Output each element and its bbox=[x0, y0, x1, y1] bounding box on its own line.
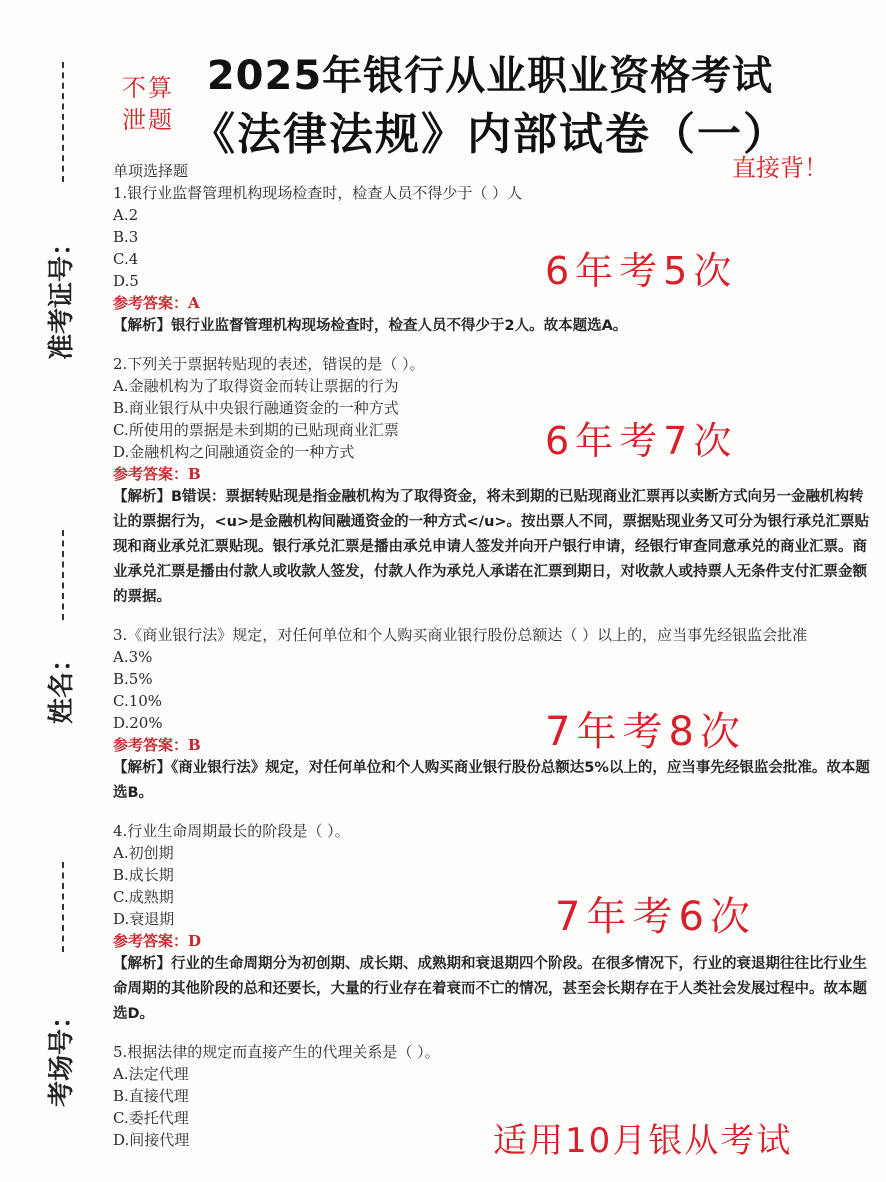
ticket-number-label: 准考证号： bbox=[47, 230, 77, 361]
handwritten-not-leaked: 不算泄题 bbox=[122, 74, 174, 134]
option-c: C.10% bbox=[113, 692, 163, 710]
exam-room-label: 考场号： bbox=[47, 1003, 77, 1108]
handwritten-frequency-q2: 6年考7次 bbox=[545, 419, 738, 463]
question-1 bbox=[113, 182, 873, 339]
question-stem: 3.《商业银行法》规定，对任何单位和个人购买商业银行股份总额达（ ）以上的，应当事先经银监会批准 bbox=[113, 626, 808, 644]
question-stem: 1.银行业监督管理机构现场检查时，检查人员不得少于（ ）人 bbox=[113, 184, 523, 202]
reference-answer: 参考答案：B bbox=[113, 465, 201, 483]
name-field[interactable] bbox=[62, 862, 64, 952]
option-c: C.委托代理 bbox=[113, 1109, 189, 1127]
option-d: D.5 bbox=[113, 272, 139, 290]
question-stem: 5.根据法律的规定而直接产生的代理关系是（ ）。 bbox=[113, 1043, 440, 1061]
handwritten-applies-note: 适用10月银从考试 bbox=[493, 1121, 793, 1161]
question-4 bbox=[113, 820, 873, 1027]
section-heading: 单项选择题 bbox=[113, 162, 189, 180]
name-label: 姓名： bbox=[47, 646, 77, 725]
analysis-text: 【解析】《商业银行法》规定，对任何单位和个人购买商业银行股份总额达5%以上的，应当事先经银监会批准。故本题选B。 bbox=[113, 760, 870, 801]
handwritten-frequency-q1: 6年考5次 bbox=[545, 249, 738, 293]
reference-answer: 参考答案：D bbox=[113, 932, 202, 950]
option-a: A.金融机构为了取得资金而转让票据的行为 bbox=[113, 377, 399, 395]
option-b: B.直接代理 bbox=[113, 1087, 189, 1105]
option-d: D.衰退期 bbox=[113, 910, 175, 928]
analysis-text: 【解析】银行业监督管理机构现场检查时，检查人员不得少于2人。故本题选A。 bbox=[113, 318, 628, 334]
option-c: C.4 bbox=[113, 250, 139, 268]
option-a: A.2 bbox=[113, 206, 139, 224]
option-d: D.20% bbox=[113, 714, 163, 732]
option-d: D.间接代理 bbox=[113, 1131, 190, 1149]
document-title-line1: 2025年银行从业职业资格考试 bbox=[206, 53, 774, 99]
question-5 bbox=[113, 1041, 873, 1151]
reference-answer: 参考答案：A bbox=[113, 294, 200, 312]
binding-strip bbox=[0, 0, 110, 1182]
question-2 bbox=[113, 353, 873, 610]
question-3 bbox=[113, 624, 873, 806]
option-c: C.所使用的票据是未到期的已贴现商业汇票 bbox=[113, 421, 399, 439]
option-b: B.成长期 bbox=[113, 866, 174, 884]
document-title-line2: 《法律法规》内部试卷（一） bbox=[191, 109, 789, 160]
option-a: A.初创期 bbox=[113, 844, 174, 862]
option-b: B.3 bbox=[113, 228, 139, 246]
option-d: D.金融机构之间融通资金的一种方式 bbox=[113, 443, 355, 461]
question-stem: 4.行业生命周期最长的阶段是（ ）。 bbox=[113, 822, 350, 840]
binding-dash-line bbox=[62, 62, 64, 182]
analysis-text: 【解析】B错误：票据转贴现是指金融机构为了取得资金，将未到期的已贴现商业汇票再以卖断方式向另一金融机构转让的票据行为，<u>是金融机构间融通资金的一种方式</u>。按出票人不同，票据贴现业务又可分为银行承兑汇票贴现和商业承兑汇票贴现。银行承兑汇票是播由承兑申请人签发并向开户银行申请，经银行审查同意承兑的商业汇票。商业承兑汇票是播由付款人或收款人签发，付款人作为承兑人承诺在汇票到期日，对收款人或持票人无条件支付汇票金额的票据。 bbox=[113, 489, 870, 605]
ticket-number-field[interactable] bbox=[62, 530, 64, 620]
question-stem: 2.下列关于票据转贴现的表述，错误的是（ ）。 bbox=[113, 355, 425, 373]
handwritten-frequency-q3: 7年考8次 bbox=[545, 709, 746, 755]
analysis-text: 【解析】行业的生命周期分为初创期、成长期、成熟期和衰退期四个阶段。在很多情况下，行业的衰退期往往比行业生命周期的其他阶段的总和还要长，大量的行业存在着衰而不亡的情况，甚至会长期存在于人类社会发展过程中。故本题选D。 bbox=[113, 956, 867, 1022]
reference-answer: 参考答案：B bbox=[113, 736, 201, 754]
handwritten-memorize: 直接背！ bbox=[732, 154, 828, 182]
question-content bbox=[113, 160, 873, 1165]
handwritten-frequency-q4: 7年考6次 bbox=[555, 894, 756, 940]
option-b: B.商业银行从中央银行融通资金的一种方式 bbox=[113, 399, 399, 417]
option-b: B.5% bbox=[113, 670, 153, 688]
option-a: A.3% bbox=[113, 648, 153, 666]
option-a: A.法定代理 bbox=[113, 1065, 189, 1083]
option-c: C.成熟期 bbox=[113, 888, 174, 906]
